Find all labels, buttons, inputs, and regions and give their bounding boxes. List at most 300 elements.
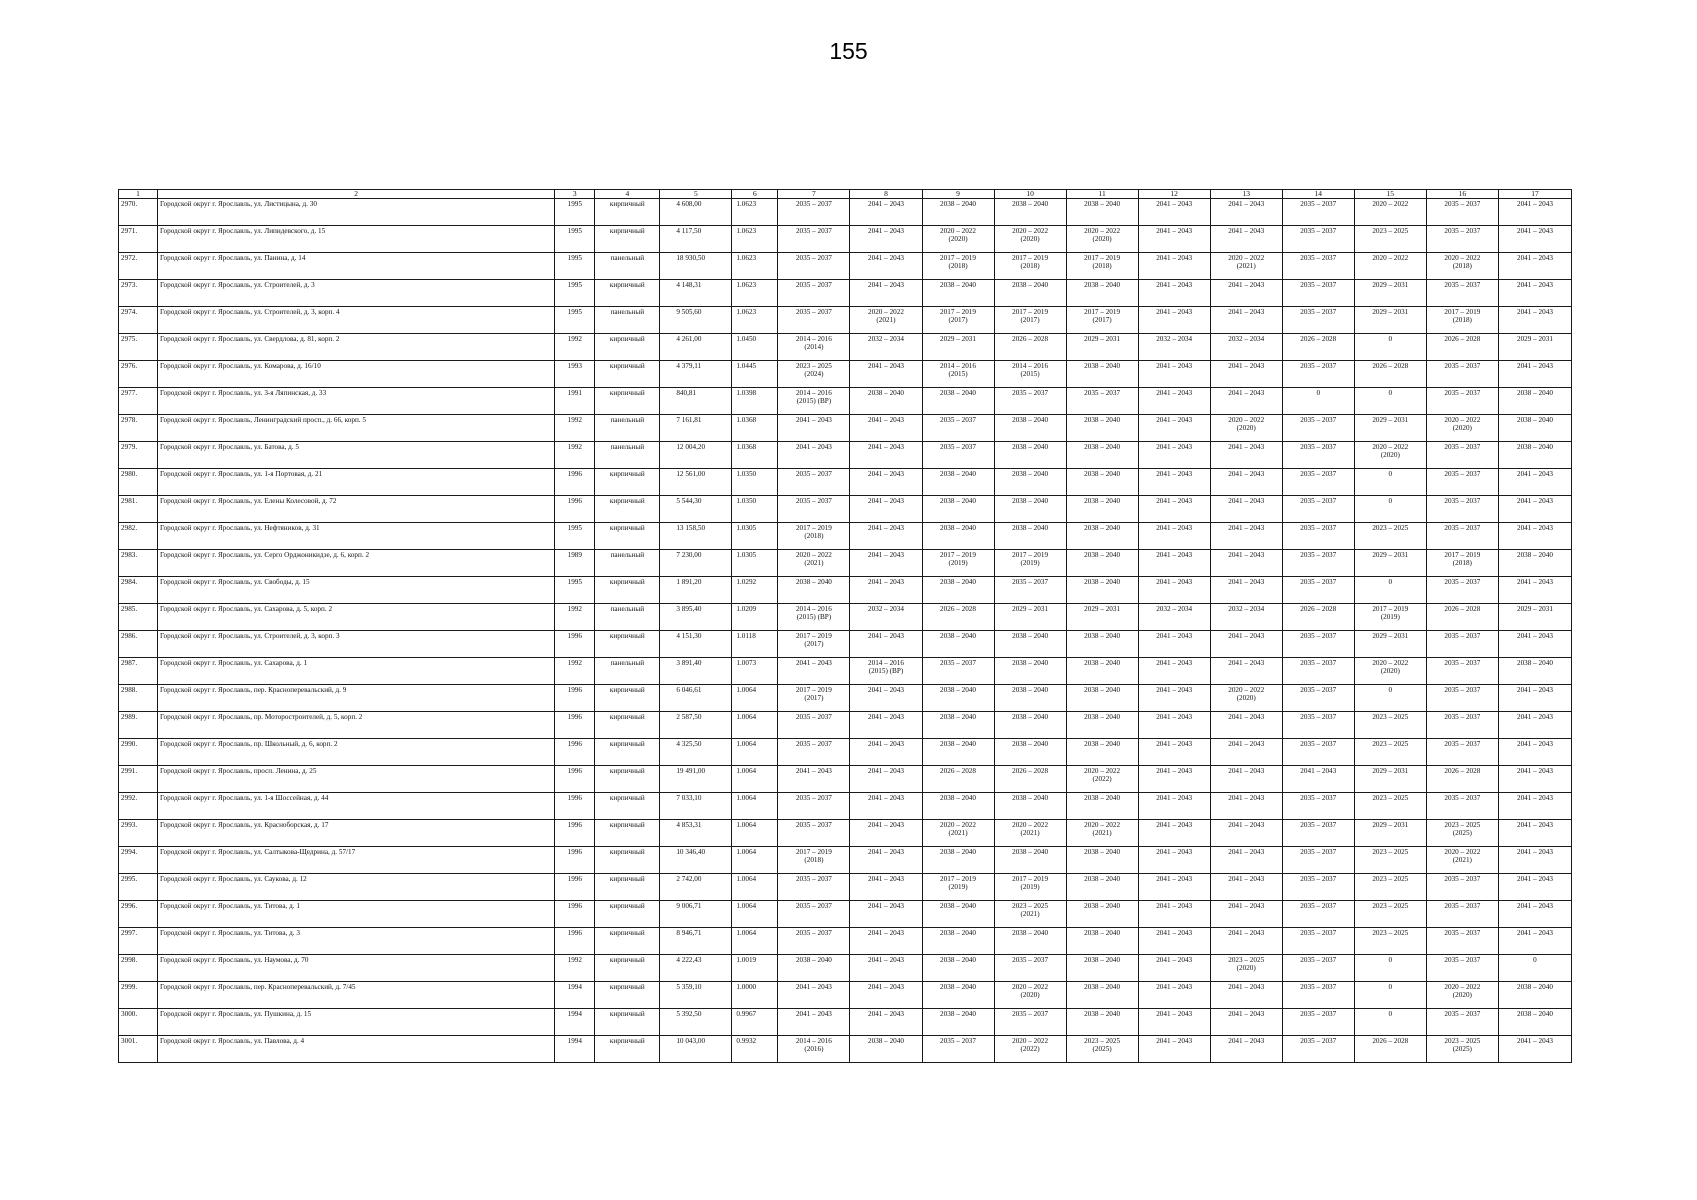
table-cell: 2020 – 2022 (2020) — [1426, 415, 1498, 442]
table-cell: 2041 – 2043 — [850, 982, 922, 1009]
table-cell: Городской округ г. Ярославль, ул. Павлова, д. 4 — [158, 1036, 555, 1063]
table-cell: 2035 – 2037 — [778, 469, 850, 496]
table-cell: 2035 – 2037 — [778, 793, 850, 820]
table-cell: 2041 – 2043 — [1210, 469, 1282, 496]
table-cell: 2993. — [119, 820, 158, 847]
table-cell: 2026 – 2028 — [1282, 334, 1354, 361]
table-cell: 2986. — [119, 631, 158, 658]
table-cell: 2041 – 2043 — [1210, 226, 1282, 253]
table-cell: кирпичный — [595, 901, 660, 928]
table-cell: 2038 – 2040 — [1066, 469, 1138, 496]
table-cell: 2029 – 2031 — [922, 334, 994, 361]
table-cell: 2041 – 2043 — [1138, 739, 1210, 766]
table-cell: 0 — [1354, 955, 1426, 982]
table-cell: Городской округ г. Ярославль, ул. Елены Колесовой, д. 72 — [158, 496, 555, 523]
table-cell: 2017 – 2019 (2019) — [994, 550, 1066, 577]
table-cell: 2041 – 2043 — [1138, 280, 1210, 307]
table-cell: 2035 – 2037 — [1426, 577, 1498, 604]
table-cell: кирпичный — [595, 847, 660, 874]
table-cell: 2035 – 2037 — [1066, 388, 1138, 415]
table-cell: 2035 – 2037 — [1426, 658, 1498, 685]
table-cell: 4 325,50 — [660, 739, 732, 766]
table-cell: 4 117,50 — [660, 226, 732, 253]
table-cell: 2041 – 2043 — [850, 631, 922, 658]
table-cell: 2035 – 2037 — [778, 928, 850, 955]
table-cell: 4 853,31 — [660, 820, 732, 847]
table-cell: 2041 – 2043 — [850, 739, 922, 766]
table-cell: 2038 – 2040 — [922, 199, 994, 226]
table-cell: 2041 – 2043 — [1138, 199, 1210, 226]
table-cell: 0 — [1354, 469, 1426, 496]
table-cell: Городской округ г. Ярославль, ул. Строителей, д. 3, корп. 3 — [158, 631, 555, 658]
column-number-header: 9 — [922, 190, 994, 199]
table-cell: 2041 – 2043 — [1498, 820, 1571, 847]
table-cell: 2996. — [119, 901, 158, 928]
table-cell: 1.0064 — [732, 874, 778, 901]
table-cell: 2035 – 2037 — [1282, 739, 1354, 766]
table-cell: 1.0064 — [732, 766, 778, 793]
table-cell: 1.0000 — [732, 982, 778, 1009]
table-cell: 2041 – 2043 — [1138, 1036, 1210, 1063]
table-cell: 2041 – 2043 — [1210, 523, 1282, 550]
table-cell: кирпичный — [595, 739, 660, 766]
table-cell: 1996 — [555, 847, 595, 874]
table-cell: 2038 – 2040 — [994, 658, 1066, 685]
column-number-header: 17 — [1498, 190, 1571, 199]
table-cell: 1996 — [555, 496, 595, 523]
column-number-header: 2 — [158, 190, 555, 199]
table-cell: Городской округ г. Ярославль, ул. 3-я Ляпинская, д. 33 — [158, 388, 555, 415]
table-cell: 2992. — [119, 793, 158, 820]
table-cell: панельный — [595, 253, 660, 280]
table-cell: 4 261,00 — [660, 334, 732, 361]
table-cell: 7 033,10 — [660, 793, 732, 820]
table-cell: 2041 – 2043 — [850, 766, 922, 793]
table-cell: 2038 – 2040 — [994, 523, 1066, 550]
table-row — [119, 334, 1572, 361]
table-cell: 2038 – 2040 — [922, 388, 994, 415]
table-cell: 2029 – 2031 — [1354, 766, 1426, 793]
table-cell: 2017 – 2019 (2019) — [922, 874, 994, 901]
table-cell: 2041 – 2043 — [1138, 550, 1210, 577]
table-cell: 2038 – 2040 — [1066, 1009, 1138, 1036]
table-cell: 7 161,81 — [660, 415, 732, 442]
table-cell: 0 — [1354, 496, 1426, 523]
table-cell: 2020 – 2022 (2020) — [1354, 442, 1426, 469]
table-cell: 2976. — [119, 361, 158, 388]
table-cell: 2035 – 2037 — [1282, 712, 1354, 739]
table-cell: кирпичный — [595, 820, 660, 847]
table-cell: 2038 – 2040 — [994, 685, 1066, 712]
table-cell: Городской округ г. Ярославль, ул. 1-я Портовая, д. 21 — [158, 469, 555, 496]
table-cell: Городской округ г. Ярославль, ул. Саукова, д. 12 — [158, 874, 555, 901]
table-cell: 2035 – 2037 — [1282, 955, 1354, 982]
table-cell: Городской округ г. Ярославль, ул. Титова, д. 1 — [158, 901, 555, 928]
table-cell: 2035 – 2037 — [778, 280, 850, 307]
table-cell: 2035 – 2037 — [1282, 685, 1354, 712]
table-cell: 2038 – 2040 — [1066, 874, 1138, 901]
table-cell: 2035 – 2037 — [778, 901, 850, 928]
table-cell: 2038 – 2040 — [994, 415, 1066, 442]
table-cell: 2038 – 2040 — [1066, 415, 1138, 442]
table-cell: 2038 – 2040 — [1066, 523, 1138, 550]
table-cell: 2041 – 2043 — [1138, 442, 1210, 469]
table-cell: 2020 – 2022 (2021) — [778, 550, 850, 577]
column-number-header: 3 — [555, 190, 595, 199]
table-cell: 2041 – 2043 — [1210, 874, 1282, 901]
table-cell: 2020 – 2022 (2020) — [1354, 658, 1426, 685]
table-cell: 2026 – 2028 — [1282, 604, 1354, 631]
table-cell: Городской округ г. Ярославль, ул. Салтыкова-Щедрина, д. 57/17 — [158, 847, 555, 874]
table-cell: 1994 — [555, 982, 595, 1009]
table-cell: 2997. — [119, 928, 158, 955]
table-cell: 1.0623 — [732, 253, 778, 280]
table-cell: 2041 – 2043 — [1138, 685, 1210, 712]
table-cell: 2041 – 2043 — [1498, 577, 1571, 604]
table-cell: Городской округ г. Ярославль, ул. Панина, д. 14 — [158, 253, 555, 280]
table-cell: 1 891,20 — [660, 577, 732, 604]
table-cell: 2017 – 2019 (2017) — [994, 307, 1066, 334]
table-cell: 2038 – 2040 — [1066, 685, 1138, 712]
table-cell: 2038 – 2040 — [994, 469, 1066, 496]
table-cell: 2020 – 2022 (2020) — [922, 226, 994, 253]
table-cell: кирпичный — [595, 685, 660, 712]
table-cell: 2041 – 2043 — [778, 1009, 850, 1036]
table-cell: 4 151,30 — [660, 631, 732, 658]
table-cell: 8 946,71 — [660, 928, 732, 955]
table-cell: 2041 – 2043 — [850, 253, 922, 280]
table-cell: 2041 – 2043 — [1210, 901, 1282, 928]
column-number-header: 1 — [119, 190, 158, 199]
table-cell: 2032 – 2034 — [850, 334, 922, 361]
table-cell: 2038 – 2040 — [1066, 955, 1138, 982]
table-cell: 2041 – 2043 — [1138, 901, 1210, 928]
table-cell: 2014 – 2016 (2015) — [994, 361, 1066, 388]
table-cell: 4 608,00 — [660, 199, 732, 226]
table-cell: 2038 – 2040 — [994, 712, 1066, 739]
table-row — [119, 307, 1572, 334]
table-cell: 2038 – 2040 — [1066, 550, 1138, 577]
table-cell: 2038 – 2040 — [850, 1036, 922, 1063]
table-cell: 2041 – 2043 — [1138, 361, 1210, 388]
table-cell: 0 — [1354, 982, 1426, 1009]
table-cell: 2035 – 2037 — [1282, 226, 1354, 253]
table-cell: 2041 – 2043 — [1138, 226, 1210, 253]
table-cell: панельный — [595, 658, 660, 685]
table-cell: 2023 – 2025 (2021) — [994, 901, 1066, 928]
table-cell: 2041 – 2043 — [850, 550, 922, 577]
table-row — [119, 820, 1572, 847]
table-cell: 2038 – 2040 — [994, 280, 1066, 307]
table-cell: 2038 – 2040 — [1066, 442, 1138, 469]
table-cell: 1.0398 — [732, 388, 778, 415]
table-cell: 1996 — [555, 766, 595, 793]
table-cell: 2041 – 2043 — [850, 928, 922, 955]
table-cell: 2038 – 2040 — [1066, 496, 1138, 523]
table-cell: 2041 – 2043 — [1138, 955, 1210, 982]
table-cell: 2041 – 2043 — [1210, 766, 1282, 793]
table-cell: 2026 – 2028 — [922, 766, 994, 793]
table-cell: 2023 – 2025 — [1354, 928, 1426, 955]
table-cell: 2038 – 2040 — [922, 577, 994, 604]
table-cell: 3000. — [119, 1009, 158, 1036]
table-cell: 2041 – 2043 — [1138, 631, 1210, 658]
table-row — [119, 226, 1572, 253]
table-cell: 2020 – 2022 (2022) — [994, 1036, 1066, 1063]
table-cell: 1992 — [555, 442, 595, 469]
table-row — [119, 658, 1572, 685]
table-cell: кирпичный — [595, 982, 660, 1009]
table-cell: 2038 – 2040 — [1066, 658, 1138, 685]
table-cell: 2035 – 2037 — [778, 253, 850, 280]
table-cell: 2020 – 2022 (2020) — [1066, 226, 1138, 253]
table-row — [119, 415, 1572, 442]
table-cell: 2041 – 2043 — [1210, 1036, 1282, 1063]
table-cell: 1991 — [555, 388, 595, 415]
table-cell: 2020 – 2022 — [1354, 253, 1426, 280]
table-cell: 2026 – 2028 — [1426, 604, 1498, 631]
table-cell: 2038 – 2040 — [922, 982, 994, 1009]
table-cell: 2041 – 2043 — [1210, 928, 1282, 955]
table-cell: 6 046,61 — [660, 685, 732, 712]
table-cell: 2035 – 2037 — [1282, 1036, 1354, 1063]
table-cell: 2041 – 2043 — [1138, 658, 1210, 685]
table-cell: Городской округ г. Ярославль, ул. Строителей, д. 3, корп. 4 — [158, 307, 555, 334]
table-cell: 1995 — [555, 226, 595, 253]
table-cell: Городской округ г. Ярославль, ул. Свободы, д. 15 — [158, 577, 555, 604]
table-cell: 2041 – 2043 — [778, 415, 850, 442]
column-number-header: 7 — [778, 190, 850, 199]
table-cell: 2981. — [119, 496, 158, 523]
table-cell: 2038 – 2040 — [922, 928, 994, 955]
table-cell: 1.0064 — [732, 712, 778, 739]
table-cell: 2026 – 2028 — [1426, 334, 1498, 361]
table-cell: 2017 – 2019 (2017) — [1066, 307, 1138, 334]
table-cell: 2014 – 2016 (2016) — [778, 1036, 850, 1063]
column-number-header: 14 — [1282, 190, 1354, 199]
table-cell: 2041 – 2043 — [1138, 982, 1210, 1009]
table-row — [119, 955, 1572, 982]
table-cell: 2041 – 2043 — [850, 415, 922, 442]
table-cell: 1995 — [555, 280, 595, 307]
table-cell: 2020 – 2022 (2020) — [1210, 415, 1282, 442]
table-cell: 2038 – 2040 — [922, 685, 994, 712]
table-cell: 2035 – 2037 — [1282, 550, 1354, 577]
table-cell: 1996 — [555, 874, 595, 901]
table-cell: 2041 – 2043 — [1498, 307, 1571, 334]
table-cell: 2023 – 2025 (2020) — [1210, 955, 1282, 982]
table-cell: 1994 — [555, 1036, 595, 1063]
table-row — [119, 1009, 1572, 1036]
table-cell: 2041 – 2043 — [1138, 1009, 1210, 1036]
column-number-header: 4 — [595, 190, 660, 199]
table-cell: панельный — [595, 415, 660, 442]
table-cell: 2038 – 2040 — [1498, 415, 1571, 442]
table-cell: 2026 – 2028 — [994, 766, 1066, 793]
table-cell: 2041 – 2043 — [1210, 307, 1282, 334]
table-cell: 840,81 — [660, 388, 732, 415]
table-cell: 2973. — [119, 280, 158, 307]
table-cell: 2026 – 2028 — [994, 334, 1066, 361]
table-cell: 1992 — [555, 604, 595, 631]
column-number-header: 6 — [732, 190, 778, 199]
table-cell: 2035 – 2037 — [1426, 199, 1498, 226]
table-cell: 1995 — [555, 523, 595, 550]
table-cell: 1.0623 — [732, 199, 778, 226]
table-cell: 2995. — [119, 874, 158, 901]
table-cell: 2017 – 2019 (2019) — [1354, 604, 1426, 631]
table-cell: Городской округ г. Ярославль, ул. Серго Орджоникидзе, д. 6, корп. 2 — [158, 550, 555, 577]
table-cell: 2041 – 2043 — [1210, 442, 1282, 469]
table-cell: 2041 – 2043 — [850, 523, 922, 550]
table-row — [119, 847, 1572, 874]
table-cell: 2990. — [119, 739, 158, 766]
table-cell: 2989. — [119, 712, 158, 739]
table-cell: 2038 – 2040 — [778, 577, 850, 604]
table-cell: 0 — [1354, 685, 1426, 712]
table-cell: кирпичный — [595, 631, 660, 658]
table-cell: 2023 – 2025 — [1354, 226, 1426, 253]
table-cell: 2041 – 2043 — [778, 766, 850, 793]
table-cell: 2035 – 2037 — [778, 226, 850, 253]
table-cell: 2035 – 2037 — [1426, 388, 1498, 415]
table-cell: 9 505,60 — [660, 307, 732, 334]
table-cell: 2041 – 2043 — [1498, 874, 1571, 901]
table-cell: 2041 – 2043 — [778, 982, 850, 1009]
table-cell: 2041 – 2043 — [1498, 631, 1571, 658]
table-cell: 2035 – 2037 — [778, 874, 850, 901]
table-cell: 2979. — [119, 442, 158, 469]
table-cell: 2998. — [119, 955, 158, 982]
table-cell: 2038 – 2040 — [994, 496, 1066, 523]
table-cell: 2041 – 2043 — [1498, 523, 1571, 550]
table-cell: 2035 – 2037 — [1282, 901, 1354, 928]
table-cell: 1.0073 — [732, 658, 778, 685]
column-number-header: 15 — [1354, 190, 1426, 199]
table-row — [119, 253, 1572, 280]
table-cell: 2038 – 2040 — [1498, 1009, 1571, 1036]
table-cell: 2020 – 2022 (2021) — [1066, 820, 1138, 847]
table-cell: 2017 – 2019 (2018) — [1426, 550, 1498, 577]
table-cell: 2023 – 2025 (2025) — [1426, 1036, 1498, 1063]
table-cell: 2038 – 2040 — [1066, 361, 1138, 388]
table-cell: 1996 — [555, 685, 595, 712]
table-cell: кирпичный — [595, 712, 660, 739]
table-cell: 1992 — [555, 955, 595, 982]
table-cell: 2029 – 2031 — [1354, 415, 1426, 442]
table-row — [119, 280, 1572, 307]
table-cell: 2038 – 2040 — [1066, 928, 1138, 955]
table-cell: 2020 – 2022 — [1354, 199, 1426, 226]
table-cell: 2035 – 2037 — [1426, 631, 1498, 658]
table-cell: 2970. — [119, 199, 158, 226]
column-number-header: 10 — [994, 190, 1066, 199]
table-cell: 2023 – 2025 — [1354, 847, 1426, 874]
table-cell: 0 — [1354, 577, 1426, 604]
table-cell: 2038 – 2040 — [1066, 199, 1138, 226]
table-cell: 2988. — [119, 685, 158, 712]
table-cell: 1996 — [555, 793, 595, 820]
table-cell: 2020 – 2022 (2020) — [994, 982, 1066, 1009]
table-cell: 0 — [1354, 1009, 1426, 1036]
table-cell: 2041 – 2043 — [1498, 739, 1571, 766]
table-cell: 2041 – 2043 — [1210, 577, 1282, 604]
table-cell: 2041 – 2043 — [1498, 280, 1571, 307]
table-cell: 2038 – 2040 — [1066, 280, 1138, 307]
table-row — [119, 631, 1572, 658]
table-cell: 2017 – 2019 (2018) — [778, 523, 850, 550]
table-cell: 2041 – 2043 — [1138, 415, 1210, 442]
table-cell: 2020 – 2022 (2021) — [1210, 253, 1282, 280]
table-cell: 2041 – 2043 — [850, 685, 922, 712]
table-cell: кирпичный — [595, 280, 660, 307]
table-cell: 2041 – 2043 — [1210, 1009, 1282, 1036]
table-cell: 2023 – 2025 — [1354, 793, 1426, 820]
table-cell: 5 392,50 — [660, 1009, 732, 1036]
table-cell: 2041 – 2043 — [1498, 226, 1571, 253]
table-cell: 2041 – 2043 — [1138, 496, 1210, 523]
table-cell: 2035 – 2037 — [1426, 469, 1498, 496]
table-cell: кирпичный — [595, 523, 660, 550]
table-cell: 2038 – 2040 — [994, 847, 1066, 874]
table-cell: Городской округ г. Ярославль, ул. Комарова, д. 16/10 — [158, 361, 555, 388]
table-cell: 2032 – 2034 — [1210, 334, 1282, 361]
table-cell: 1993 — [555, 361, 595, 388]
table-cell: 2020 – 2022 (2021) — [1426, 847, 1498, 874]
table-cell: 1.0064 — [732, 901, 778, 928]
table-cell: 2014 – 2016 (2015) (ВР) — [850, 658, 922, 685]
table-cell: 2041 – 2043 — [1210, 982, 1282, 1009]
table-cell: 2041 – 2043 — [850, 496, 922, 523]
table-cell: 2 742,00 — [660, 874, 732, 901]
table-cell: 2041 – 2043 — [850, 712, 922, 739]
table-cell: 2035 – 2037 — [1426, 712, 1498, 739]
table-cell: Городской округ г. Ярославль, ул. Свердлова, д. 81, корп. 2 — [158, 334, 555, 361]
table-cell: 2041 – 2043 — [1498, 361, 1571, 388]
table-cell: 2029 – 2031 — [1066, 334, 1138, 361]
table-cell: 0 — [1282, 388, 1354, 415]
table-cell: 2041 – 2043 — [1498, 253, 1571, 280]
table-cell: 2038 – 2040 — [1498, 982, 1571, 1009]
table-cell: 2020 – 2022 (2021) — [994, 820, 1066, 847]
table-cell: 2035 – 2037 — [1426, 955, 1498, 982]
table-cell: 2038 – 2040 — [922, 712, 994, 739]
table-cell: Городской округ г. Ярославль, пр. Школьный, д. 6, корп. 2 — [158, 739, 555, 766]
table-cell: 1.0064 — [732, 739, 778, 766]
table-cell: 4 148,31 — [660, 280, 732, 307]
table-cell: 2983. — [119, 550, 158, 577]
table-cell: 2035 – 2037 — [922, 442, 994, 469]
table-cell: 2029 – 2031 — [1498, 604, 1571, 631]
table-row — [119, 469, 1572, 496]
table-cell: 0 — [1354, 334, 1426, 361]
table-cell: 1996 — [555, 928, 595, 955]
table-cell: Городской округ г. Ярославль, ул. Титова, д. 3 — [158, 928, 555, 955]
table-cell: 2041 – 2043 — [1138, 820, 1210, 847]
table-cell: 2023 – 2025 (2025) — [1066, 1036, 1138, 1063]
table-cell: 2038 – 2040 — [994, 739, 1066, 766]
table-cell: 2035 – 2037 — [994, 577, 1066, 604]
table-cell: Городской округ г. Ярославль, ул. Сахарова, д. 1 — [158, 658, 555, 685]
table-cell: 2041 – 2043 — [1498, 1036, 1571, 1063]
table-cell: 2041 – 2043 — [1498, 469, 1571, 496]
table-cell: 2035 – 2037 — [994, 388, 1066, 415]
table-cell: 2038 – 2040 — [922, 280, 994, 307]
table-cell: 1.0305 — [732, 523, 778, 550]
table-cell: 2023 – 2025 — [1354, 901, 1426, 928]
table-cell: 2020 – 2022 (2018) — [1426, 253, 1498, 280]
column-number-header: 5 — [660, 190, 732, 199]
